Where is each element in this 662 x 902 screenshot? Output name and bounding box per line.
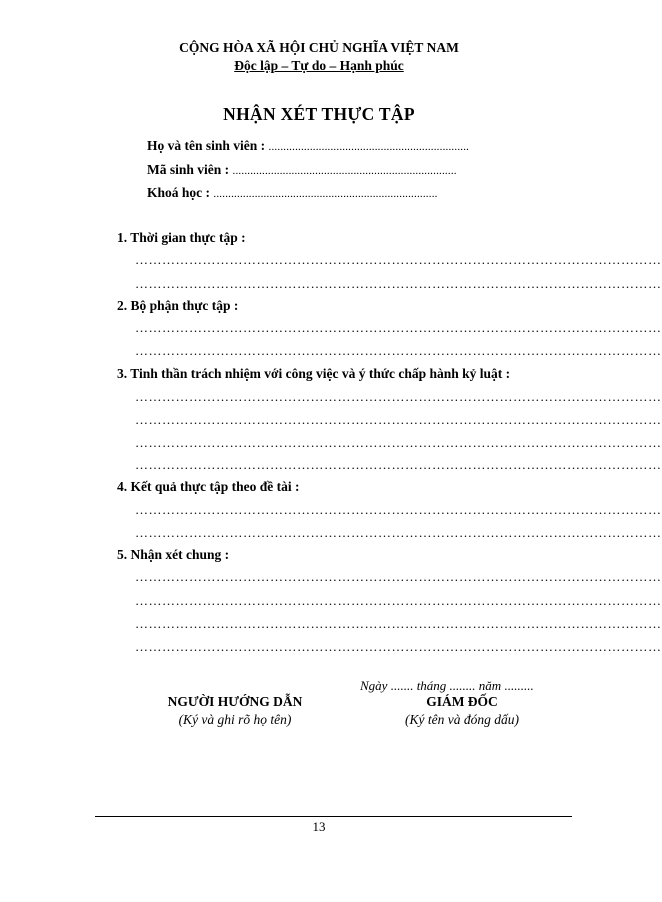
course-field (147, 185, 438, 201)
dotted-line: ……………………………………………………………………………………………………… (135, 639, 662, 654)
page-number: 13 (312, 819, 326, 834)
signature-date: Ngày ....... tháng ........ năm ......... (360, 678, 534, 693)
student-name-field (147, 138, 469, 154)
dotted-line: ……………………………………………………………………………………………………… (135, 525, 662, 540)
section-internship-period: 1. Thời gian thực tập : (117, 230, 246, 245)
section-general-comments: 5. Nhận xét chung : (117, 547, 230, 562)
supervisor-instruction: (Ký và ghi rõ họ tên) (178, 712, 292, 727)
dotted-line: ……………………………………………………………………………………………………… (135, 502, 662, 517)
dotted-line: ……………………………………………………………………………………………………… (135, 616, 662, 631)
student-id-label: Mã sinh viên : (147, 162, 230, 177)
course-blank: ............................................................................ (213, 188, 438, 200)
student-id-field (147, 162, 457, 178)
student-id-blank: ............................................................................ (232, 165, 457, 177)
dotted-line: ……………………………………………………………………………………………………… (135, 412, 662, 427)
dotted-line: ……………………………………………………………………………………………………… (135, 593, 662, 608)
course-label: Khoá học : (147, 185, 211, 200)
director-title: GIÁM ĐỐC (426, 694, 498, 709)
student-name-blank: .................................................................... (268, 141, 470, 153)
document-title: NHẬN XÉT THỰC TẬP (223, 104, 415, 124)
director-instruction: (Ký tên và đóng dấu) (405, 712, 519, 727)
footer-divider (95, 816, 572, 817)
section-responsibility-discipline: 3. Tinh thần trách nhiệm với công việc và ý thức chấp hành kỷ luật : (117, 366, 511, 381)
national-title: CỘNG HÒA XÃ HỘI CHỦ NGHĨA VIỆT NAM (179, 40, 459, 55)
dotted-line: ……………………………………………………………………………………………………… (135, 343, 662, 358)
dotted-line: ……………………………………………………………………………………………………… (135, 276, 662, 291)
dotted-line: ……………………………………………………………………………………………………… (135, 252, 662, 267)
dotted-line: ……………………………………………………………………………………………………… (135, 457, 662, 472)
dotted-line: ……………………………………………………………………………………………………… (135, 569, 662, 584)
supervisor-title: NGƯỜI HƯỚNG DẪN (167, 694, 303, 709)
dotted-line: ……………………………………………………………………………………………………… (135, 320, 662, 335)
national-motto: Độc lập – Tự do – Hạnh phúc (234, 58, 404, 73)
dotted-line: ……………………………………………………………………………………………………… (135, 389, 662, 404)
section-project-results: 4. Kết quả thực tập theo đề tài : (117, 479, 300, 494)
section-internship-department: 2. Bộ phận thực tập : (117, 298, 239, 313)
dotted-line: ……………………………………………………………………………………………………… (135, 435, 662, 450)
student-name-label: Họ và tên sinh viên : (147, 138, 266, 153)
